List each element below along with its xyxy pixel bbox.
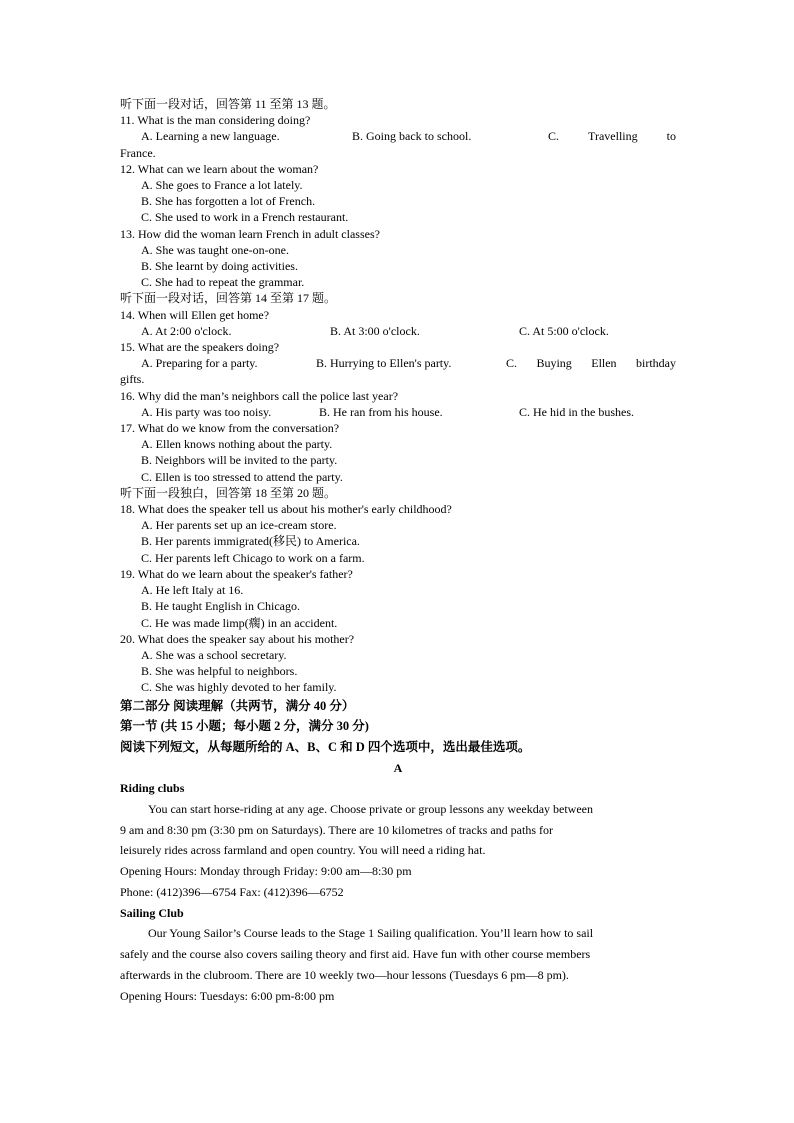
question-14-options	[120, 323, 676, 339]
question-12-stem: 12. What can we learn about the woman?	[120, 161, 319, 176]
riding-clubs-phone: Phone: (412)396—6754 Fax: (412)396—6752	[120, 884, 344, 899]
sailing-club-paragraph: Our Young Sailor’s Course leads to the Stage 1 Sailing qualification. You’ll learn how to sail safely and the course also covers sailing theory and first aid. Have fun with other course members afterwards in the clubroom. There are 10 weekly two—hour lessons (Tuesdays 6 pm—8 pm). Opening Hours: Tuesdays: 6:00 pm-8:00 pm	[120, 923, 676, 1006]
question-15-stem: 15. What are the speakers doing?	[120, 340, 280, 355]
question-13-option-c: C. She had to repeat the grammar.	[141, 275, 305, 290]
question-11-option-c-wrap: France.	[120, 145, 156, 160]
question-19-stem: 19. What do we learn about the speaker's father?	[120, 566, 353, 581]
part-two-title: 第二部分 阅读理解（共两节，满分 40 分）	[120, 698, 355, 713]
question-19-option-b: B. He taught English in Chicago.	[141, 599, 300, 614]
question-14-option-b: B. At 3:00 o'clock.	[330, 323, 420, 338]
question-13-stem: 13. How did the woman learn French in adult classes?	[120, 226, 380, 241]
question-13-option-b: B. She learnt by doing activities.	[141, 259, 298, 274]
question-20-option-c: C. She was highly devoted to her family.	[141, 680, 337, 695]
reading-instruction: 阅读下列短文，从每题所给的 A、B、C 和 D 四个选项中，选出最佳选项。	[120, 740, 531, 755]
question-16-option-c: C. He hid in the bushes.	[519, 404, 634, 419]
question-17-option-c: C. Ellen is too stressed to attend the party.	[141, 469, 343, 484]
question-19-option-a: A. He left Italy at 16.	[141, 583, 244, 598]
passage-label: A	[393, 760, 403, 775]
question-16-option-b: B. He ran from his house.	[319, 404, 443, 419]
question-15-options	[120, 355, 676, 371]
question-14-option-c: C. At 5:00 o'clock.	[519, 323, 609, 338]
question-11-option-b: B. Going back to school.	[352, 129, 472, 144]
section-header-14-17: 听下面一段对话，回答第 14 至第 17 题。	[120, 291, 337, 306]
question-16-options	[120, 404, 676, 420]
question-18-stem: 18. What does the speaker tell us about his mother's early childhood?	[120, 502, 452, 517]
question-18-option-c: C. Her parents left Chicago to work on a farm.	[141, 550, 365, 565]
question-18-option-b: B. Her parents immigrated(移民) to America.	[141, 534, 360, 549]
exam-page	[120, 96, 676, 1007]
question-12-option-c: C. She used to work in a French restaurant.	[141, 210, 349, 225]
question-20-stem: 20. What does the speaker say about his mother?	[120, 631, 355, 646]
question-18-option-a: A. Her parents set up an ice-cream store.	[141, 518, 337, 533]
question-11-stem: 11. What is the man considering doing?	[120, 113, 311, 128]
question-15-option-c-wrap: gifts.	[120, 372, 145, 387]
question-16-option-a: A. His party was too noisy.	[141, 404, 272, 419]
question-11-options	[120, 128, 676, 144]
question-15-option-c: C. Buying Ellen birthday	[506, 356, 676, 371]
section-header-11-13: 听下面一段对话，回答第 11 至第 13 题。	[120, 97, 336, 111]
question-14-option-a: A. At 2:00 o'clock.	[141, 323, 232, 338]
question-12-option-a: A. She goes to France a lot lately.	[141, 178, 303, 193]
question-19-option-c: C. He was made limp(瘸) in an accident.	[141, 615, 338, 630]
riding-clubs-paragraph: You can start horse-riding at any age. Choose private or group lessons any weekday between 9 am and 8:30 pm (3:30 pm on Saturdays). There are 10 kilometres of tracks and paths for leisurely rides across farmland and open country. You will need a riding hat. Opening Hours: Monday through Friday: 9:00 am—8:30 pm Phone: (412)396—6754 Fax: (412)396—6752	[120, 799, 676, 903]
question-15-option-a: A. Preparing for a party.	[141, 356, 258, 371]
riding-clubs-hours: Opening Hours: Monday through Friday: 9:00 am—8:30 pm	[120, 864, 412, 879]
question-16-stem: 16. Why did the man’s neighbors call the police last year?	[120, 388, 399, 403]
question-14-stem: 14. When will Ellen get home?	[120, 307, 270, 322]
section-one-title: 第一节 (共 15 小题；每小题 2 分，满分 30 分)	[120, 719, 369, 734]
question-20-option-b: B. She was helpful to neighbors.	[141, 664, 298, 679]
question-15-option-b: B. Hurrying to Ellen's party.	[316, 356, 452, 371]
question-12-option-b: B. She has forgotten a lot of French.	[141, 194, 316, 209]
section-header-18-20: 听下面一段独白，回答第 18 至第 20 题。	[120, 485, 337, 500]
question-17-stem: 17. What do we know from the conversation?	[120, 421, 340, 436]
question-11-option-c: C. Travelling to	[548, 129, 676, 144]
question-11-option-a: A. Learning a new language.	[141, 129, 280, 144]
riding-clubs-title: Riding clubs	[120, 780, 185, 795]
question-17-option-b: B. Neighbors will be invited to the party.	[141, 453, 338, 468]
question-13-option-a: A. She was taught one-on-one.	[141, 242, 289, 257]
sailing-club-hours: Opening Hours: Tuesdays: 6:00 pm-8:00 pm	[120, 988, 335, 1003]
question-17-option-a: A. Ellen knows nothing about the party.	[141, 437, 333, 452]
sailing-club-title: Sailing Club	[120, 905, 184, 920]
question-20-option-a: A. She was a school secretary.	[141, 647, 287, 662]
